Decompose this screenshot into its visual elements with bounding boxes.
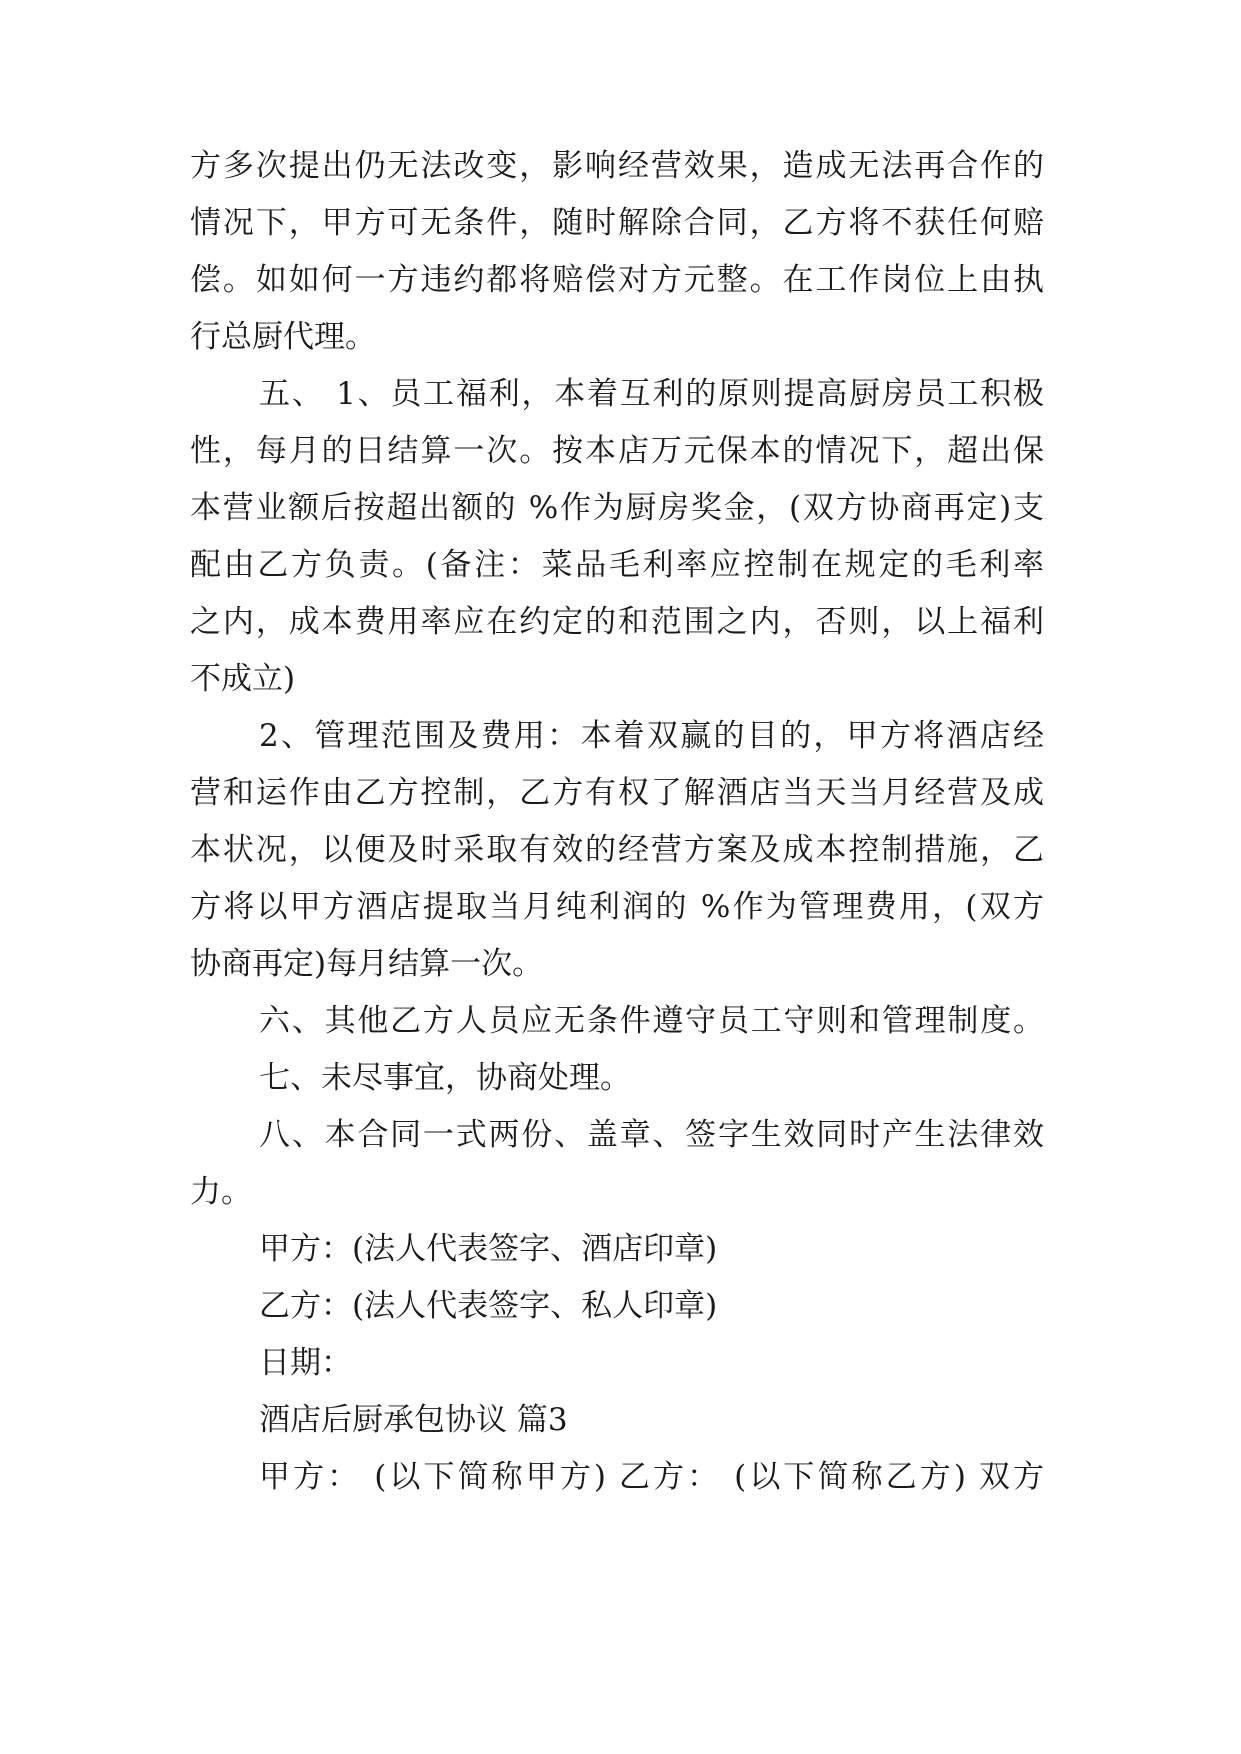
- date-line: 日期：: [259, 1345, 352, 1381]
- text-line: 方多次提出仍无法改变，影响经营效果，造成无法再合作的: [190, 148, 1044, 184]
- text-line: 情况下，甲方可无条件，随时解除合同，乙方将不获任何赔: [190, 205, 1044, 241]
- text-line: 方将以甲方酒店提取当月纯利润的 %作为管理费用，(双方: [190, 889, 1044, 925]
- text-line: 配由乙方负责。(备注：菜品毛利率应控制在规定的毛利率: [190, 547, 1044, 583]
- text-line: 之内，成本费用率应在约定的和范围之内，否则，以上福利: [190, 604, 1044, 640]
- text-line: 2、管理范围及费用：本着双赢的目的，甲方将酒店经: [259, 718, 1044, 754]
- text-line: 八、本合同一式两份、盖章、签字生效同时产生法律效: [259, 1117, 1044, 1153]
- text-line: 协商再定)每月结算一次。: [190, 946, 544, 982]
- text-line: 偿。如如何一方违约都将赔偿对方元整。在工作岗位上由执: [190, 262, 1044, 298]
- text-line: 五、 1、员工福利，本着互利的原则提高厨房员工积极: [259, 376, 1044, 412]
- text-line: 性，每月的日结算一次。按本店万元保本的情况下，超出保: [190, 433, 1044, 469]
- text-line: 甲方： (以下简称甲方) 乙方： (以下简称乙方) 双方: [259, 1459, 1044, 1495]
- text-line: 本状况，以便及时采取有效的经营方案及成本控制措施，乙: [190, 832, 1044, 868]
- text-line: 不成立): [190, 661, 296, 697]
- signature-line-party-b: 乙方：(法人代表签字、私人印章): [259, 1288, 718, 1324]
- text-line: 营和运作由乙方控制，乙方有权了解酒店当天当月经营及成: [190, 775, 1044, 811]
- text-line: 行总厨代理。: [190, 319, 376, 355]
- signature-line-party-a: 甲方：(法人代表签字、酒店印章): [259, 1231, 718, 1267]
- text-line: 力。: [190, 1174, 252, 1210]
- section-heading: 酒店后厨承包协议 篇3: [259, 1402, 568, 1438]
- text-line: 七、未尽事宜，协商处理。: [259, 1060, 631, 1096]
- text-line: 本营业额后按超出额的 %作为厨房奖金，(双方协商再定)支: [190, 490, 1044, 526]
- text-line: 六、其他乙方人员应无条件遵守员工守则和管理制度。: [259, 1003, 1044, 1039]
